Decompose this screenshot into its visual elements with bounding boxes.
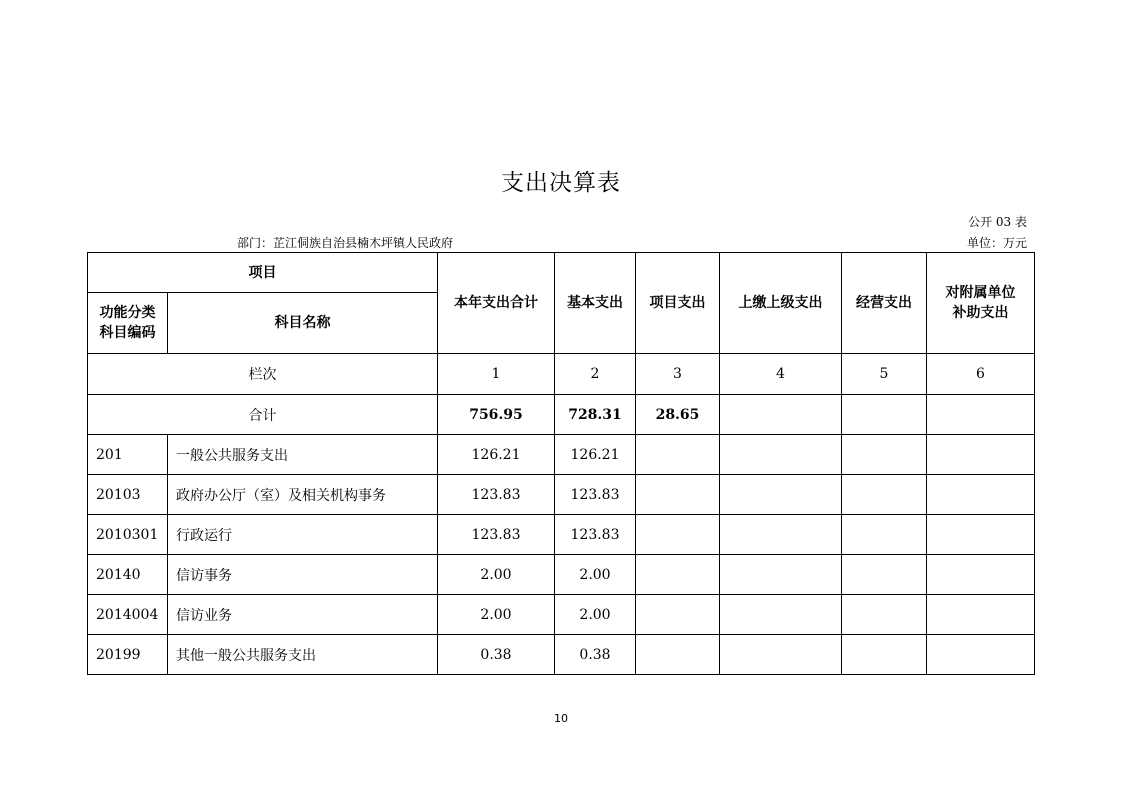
row-value <box>720 475 842 515</box>
table-row <box>88 475 1035 515</box>
column-number: 5 <box>842 354 927 395</box>
row-name: 行政运行 <box>168 515 438 555</box>
table-row <box>88 515 1035 555</box>
row-value <box>842 475 927 515</box>
header-operating: 经营支出 <box>842 253 927 354</box>
row-value: 123.83 <box>555 475 636 515</box>
row-value <box>720 435 842 475</box>
column-number: 1 <box>438 354 555 395</box>
expenditure-table <box>87 252 1035 675</box>
row-code: 201 <box>88 435 168 475</box>
row-value <box>927 435 1035 475</box>
row-code: 2014004 <box>88 595 168 635</box>
row-value <box>842 635 927 675</box>
table-row <box>88 595 1035 635</box>
column-number: 3 <box>636 354 720 395</box>
column-number: 2 <box>555 354 636 395</box>
header-project-expenditure: 项目支出 <box>636 253 720 354</box>
row-value <box>720 595 842 635</box>
column-number: 6 <box>927 354 1035 395</box>
row-value: 126.21 <box>555 435 636 475</box>
header-code: 功能分类科目编码 <box>88 293 168 354</box>
row-name: 信访事务 <box>168 555 438 595</box>
row-value <box>842 595 927 635</box>
row-value: 2.00 <box>555 595 636 635</box>
total-label: 合计 <box>88 395 438 435</box>
total-value: 756.95 <box>438 395 555 435</box>
row-value <box>927 635 1035 675</box>
row-value <box>927 595 1035 635</box>
total-value <box>927 395 1035 435</box>
row-value: 123.83 <box>555 515 636 555</box>
row-value: 0.38 <box>555 635 636 675</box>
row-value: 126.21 <box>438 435 555 475</box>
row-value <box>842 435 927 475</box>
row-code: 2010301 <box>88 515 168 555</box>
row-value <box>636 595 720 635</box>
row-value: 2.00 <box>438 595 555 635</box>
row-value <box>636 555 720 595</box>
row-value: 2.00 <box>438 555 555 595</box>
header-project: 项目 <box>88 253 438 293</box>
row-value: 2.00 <box>555 555 636 595</box>
row-value: 0.38 <box>438 635 555 675</box>
table-row <box>88 635 1035 675</box>
column-number-label: 栏次 <box>88 354 438 395</box>
total-value <box>842 395 927 435</box>
row-value <box>842 515 927 555</box>
row-value <box>720 555 842 595</box>
row-value <box>927 475 1035 515</box>
form-number: 公开 03 表 <box>968 215 1027 229</box>
page-title: 支出决算表 <box>501 170 621 196</box>
row-code: 20199 <box>88 635 168 675</box>
row-value <box>636 515 720 555</box>
total-value: 728.31 <box>555 395 636 435</box>
row-value <box>636 435 720 475</box>
row-name: 信访业务 <box>168 595 438 635</box>
row-name: 一般公共服务支出 <box>168 435 438 475</box>
table-row <box>88 435 1035 475</box>
column-number-row <box>88 354 1035 395</box>
page-number: 10 <box>554 712 568 725</box>
row-value <box>927 555 1035 595</box>
total-value: 28.65 <box>636 395 720 435</box>
row-value <box>636 475 720 515</box>
row-value <box>842 555 927 595</box>
department-label: 部门：芷江侗族自治县楠木坪镇人民政府 <box>237 236 454 250</box>
header-upper: 上缴上级支出 <box>720 253 842 354</box>
row-value <box>636 635 720 675</box>
column-number: 4 <box>720 354 842 395</box>
header-name: 科目名称 <box>168 293 438 354</box>
header-total: 本年支出合计 <box>438 253 555 354</box>
unit-label: 单位：万元 <box>966 236 1027 250</box>
row-value <box>720 635 842 675</box>
row-code: 20103 <box>88 475 168 515</box>
table-row <box>88 555 1035 595</box>
header-basic: 基本支出 <box>555 253 636 354</box>
row-value: 123.83 <box>438 515 555 555</box>
header-subsidy: 对附属单位补助支出 <box>927 253 1035 354</box>
row-value: 123.83 <box>438 475 555 515</box>
row-value <box>927 515 1035 555</box>
total-row <box>88 395 1035 435</box>
row-name: 政府办公厅（室）及相关机构事务 <box>168 475 438 515</box>
row-code: 20140 <box>88 555 168 595</box>
row-name: 其他一般公共服务支出 <box>168 635 438 675</box>
total-value <box>720 395 842 435</box>
row-value <box>720 515 842 555</box>
